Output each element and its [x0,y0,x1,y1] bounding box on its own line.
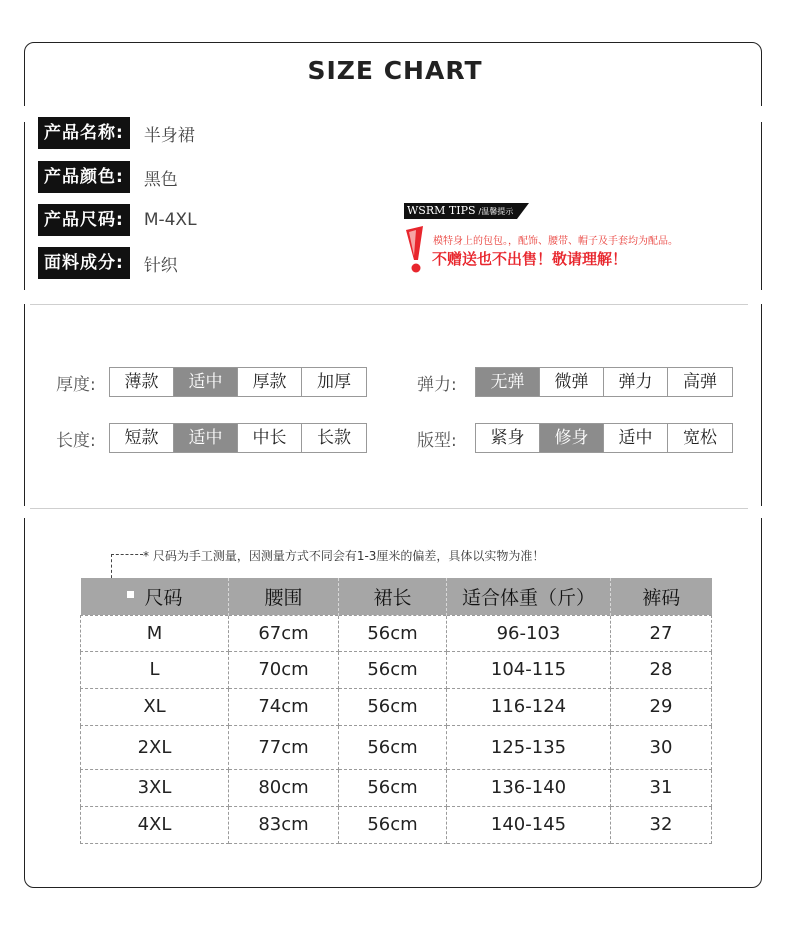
option: 薄款 [110,368,174,396]
table-cell: 104-115 [447,651,611,688]
table-row [81,769,712,806]
info-row-material [38,247,178,279]
tips-banner-arrow [517,203,529,219]
column-header: 裙长 [339,578,447,615]
table-row [81,806,712,843]
option: 宽松 [668,424,732,452]
table-cell: 70cm [229,651,339,688]
size-table [80,578,712,844]
tips-text: 模特身上的包包。，配饰、腰带、帽子及手套均为配品。 [433,236,678,247]
table-cell: L [81,651,229,688]
frame-gap-left-1 [20,106,30,122]
tips-banner [404,203,529,219]
elasticity-label: 弹力: [417,375,457,395]
exclamation-icon [404,224,426,274]
option: 紧身 [476,424,540,452]
thickness-label: 厚度: [56,375,96,395]
section-divider-1 [30,304,748,305]
option: 长款 [302,424,366,452]
table-cell: XL [81,688,229,725]
frame-gap-right-3 [756,506,766,518]
tips-banner-title: WSRM TIPS [407,204,476,217]
option-selected: 适中 [174,368,238,396]
table-row [81,688,712,725]
page-title: SIZE CHART [307,56,483,85]
option: 厚款 [238,368,302,396]
tips-banner-label [404,203,517,219]
table-cell: 56cm [339,725,447,769]
measurement-note: * 尺码为手工测量，因测量方式不同会有1-3厘米的偏差，具体以实物为准！ [143,549,545,563]
info-row-color [38,161,178,193]
section-divider-2 [30,508,748,509]
length-label: 长度: [56,431,96,451]
table-cell: 77cm [229,725,339,769]
tips-banner-subtitle: /温馨提示 [478,207,514,216]
info-row-size [38,204,197,236]
option-selected: 修身 [540,424,604,452]
table-cell: 56cm [339,769,447,806]
table-cell: 2XL [81,725,229,769]
fit-label: 版型: [417,431,457,451]
table-cell: 96-103 [447,615,611,651]
option: 中长 [238,424,302,452]
table-cell: 3XL [81,769,229,806]
column-header: 尺码 [81,578,229,615]
table-row [81,615,712,651]
tips-warning: 不赠送也不出售！敬请理解！ [432,250,628,268]
table-cell: 74cm [229,688,339,725]
option: 加厚 [302,368,366,396]
table-cell: 56cm [339,806,447,843]
table-cell: 31 [611,769,712,806]
table-cell: 29 [611,688,712,725]
length-options [109,423,367,453]
info-label: 产品尺码: [38,204,130,236]
table-cell: 83cm [229,806,339,843]
table-cell: 136-140 [447,769,611,806]
table-row [81,725,712,769]
frame-gap-left-2 [20,290,30,304]
table-cell: 56cm [339,651,447,688]
table-cell: 125-135 [447,725,611,769]
table-cell: 56cm [339,615,447,651]
table-cell: 67cm [229,615,339,651]
table-cell: 28 [611,651,712,688]
info-label: 面料成分: [38,247,130,279]
info-row-name [38,117,195,149]
elasticity-options [475,367,733,397]
frame-gap-right-1 [756,106,766,122]
info-label: 产品名称: [38,117,130,149]
table-cell: 80cm [229,769,339,806]
column-header: 腰围 [229,578,339,615]
info-value: M-4XL [143,210,197,230]
table-cell: 30 [611,725,712,769]
table-cell: 116-124 [447,688,611,725]
column-header: 适合体重（斤） [447,578,611,615]
thickness-options [109,367,367,397]
table-cell: 27 [611,615,712,651]
frame-gap-left-3 [20,506,30,518]
option: 短款 [110,424,174,452]
table-cell: 56cm [339,688,447,725]
option: 微弹 [540,368,604,396]
table-cell: 4XL [81,806,229,843]
table-row [81,651,712,688]
column-header: 裤码 [611,578,712,615]
table-cell: M [81,615,229,651]
info-label: 产品颜色: [38,161,130,193]
info-value: 半身裙 [143,125,195,146]
option-selected: 适中 [174,424,238,452]
table-cell: 140-145 [447,806,611,843]
option: 适中 [604,424,668,452]
info-value: 黑色 [143,169,178,190]
option-selected: 无弹 [476,368,540,396]
info-value: 针织 [143,255,178,276]
fit-options [475,423,733,453]
table-header-row [81,578,712,615]
frame-gap-right-2 [756,290,766,304]
table-cell: 32 [611,806,712,843]
option: 高弹 [668,368,732,396]
option: 弹力 [604,368,668,396]
header-marker-square [127,591,134,598]
